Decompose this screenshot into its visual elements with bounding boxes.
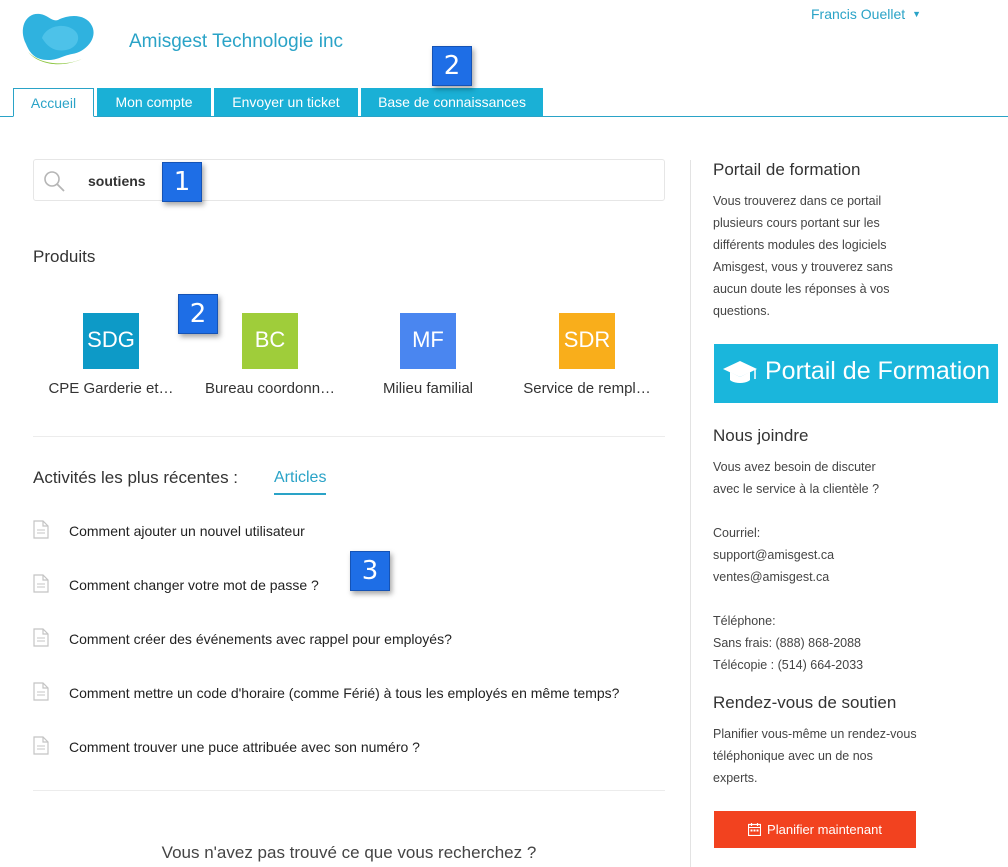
caret-down-icon: ▼ — [912, 9, 922, 19]
email-label: Courriel: — [713, 526, 761, 540]
tab-mon-compte[interactable]: Mon compte — [97, 88, 211, 116]
appointment-title: Rendez-vous de soutien — [713, 693, 897, 712]
product-tile: BC — [242, 313, 298, 369]
divider — [33, 436, 665, 437]
product-sdg[interactable] — [36, 313, 186, 397]
graduation-cap-icon — [722, 357, 758, 387]
product-tile: MF — [400, 313, 456, 369]
article-item[interactable] — [33, 520, 665, 544]
document-icon — [33, 520, 49, 539]
product-name: CPE Garderie et… — [48, 380, 174, 397]
article-item[interactable] — [33, 736, 665, 760]
product-name: Milieu familial — [382, 380, 474, 397]
products-title: Produits — [33, 247, 96, 266]
schedule-now-label: Planifier maintenant — [767, 822, 882, 837]
product-name: Service de rempl… — [523, 380, 651, 397]
annotation-badge: 2 — [178, 294, 218, 334]
product-name: Bureau coordonn… — [204, 380, 336, 397]
article-item[interactable] — [33, 628, 665, 652]
tab-accueil[interactable]: Accueil — [13, 88, 94, 117]
product-mf[interactable] — [353, 313, 503, 397]
document-icon — [33, 574, 49, 593]
annotation-badge: 2 — [432, 46, 472, 86]
divider — [33, 790, 665, 791]
formation-text: Vous trouverez dans ce portail plusieurs cours portant sur les différents modules des logiciels Amisgest, vous y trouverez sans aucun doute les réponses à vos questions. — [713, 194, 893, 318]
contact-text: Vous avez besoin de discuter avec le service à la clientèle ? — [713, 460, 880, 496]
user-menu[interactable] — [811, 6, 921, 22]
article-title[interactable]: Comment ajouter un nouvel utilisateur — [69, 523, 305, 539]
recent-activities-label: Activités les plus récentes : — [33, 468, 239, 487]
tollfree-number: Sans frais: (888) 868-2088 — [713, 636, 862, 650]
user-name: Francis Ouellet — [811, 6, 906, 22]
company-name: Amisgest Technologie inc — [129, 31, 344, 52]
article-title[interactable]: Comment créer des événements avec rappel pour employés? — [69, 631, 452, 647]
main-tabs — [0, 88, 1008, 117]
email-support[interactable]: support@amisgest.ca — [713, 548, 835, 562]
search-box[interactable] — [33, 159, 665, 201]
email-sales[interactable]: ventes@amisgest.ca — [713, 570, 830, 584]
product-tile: SDG — [83, 313, 139, 369]
article-title[interactable]: Comment mettre un code d'horaire (comme Férié) à tous les employés en même temps? — [69, 685, 620, 701]
document-icon — [33, 682, 49, 701]
formation-title: Portail de formation — [713, 160, 861, 179]
product-tile: SDR — [559, 313, 615, 369]
calendar-icon — [748, 823, 761, 836]
fax-number: Télécopie : (514) 664-2033 — [713, 658, 864, 672]
annotation-badge: 3 — [350, 551, 390, 591]
appointment-text: Planifier vous-même un rendez-vous téléphonique avec un de nos experts. — [713, 727, 917, 785]
document-icon — [33, 736, 49, 755]
phone-label: Téléphone: — [713, 614, 776, 628]
product-sdr[interactable] — [512, 313, 662, 397]
article-title[interactable]: Comment changer votre mot de passe ? — [69, 577, 319, 593]
sidebar-divider — [690, 160, 691, 867]
formation-banner-text: Portail de Formation — [765, 357, 991, 385]
formation-portal-banner[interactable] — [714, 344, 998, 403]
annotation-badge: 1 — [162, 162, 202, 202]
tab-articles[interactable]: Articles — [274, 469, 326, 495]
product-bc[interactable] — [195, 313, 345, 397]
amisgest-logo — [18, 8, 100, 68]
article-item[interactable] — [33, 574, 665, 598]
schedule-now-button[interactable] — [714, 811, 916, 848]
document-icon — [33, 628, 49, 647]
article-item[interactable] — [33, 682, 665, 706]
article-title[interactable]: Comment trouver une puce attribuée avec son numéro ? — [69, 739, 420, 755]
tab-base-connaissances[interactable]: Base de connaissances — [361, 88, 543, 116]
search-icon — [42, 169, 66, 193]
contact-title: Nous joindre — [713, 426, 809, 445]
not-found-text: Vous n'avez pas trouvé ce que vous recherchez ? — [161, 843, 537, 862]
tab-envoyer-ticket[interactable]: Envoyer un ticket — [214, 88, 358, 116]
